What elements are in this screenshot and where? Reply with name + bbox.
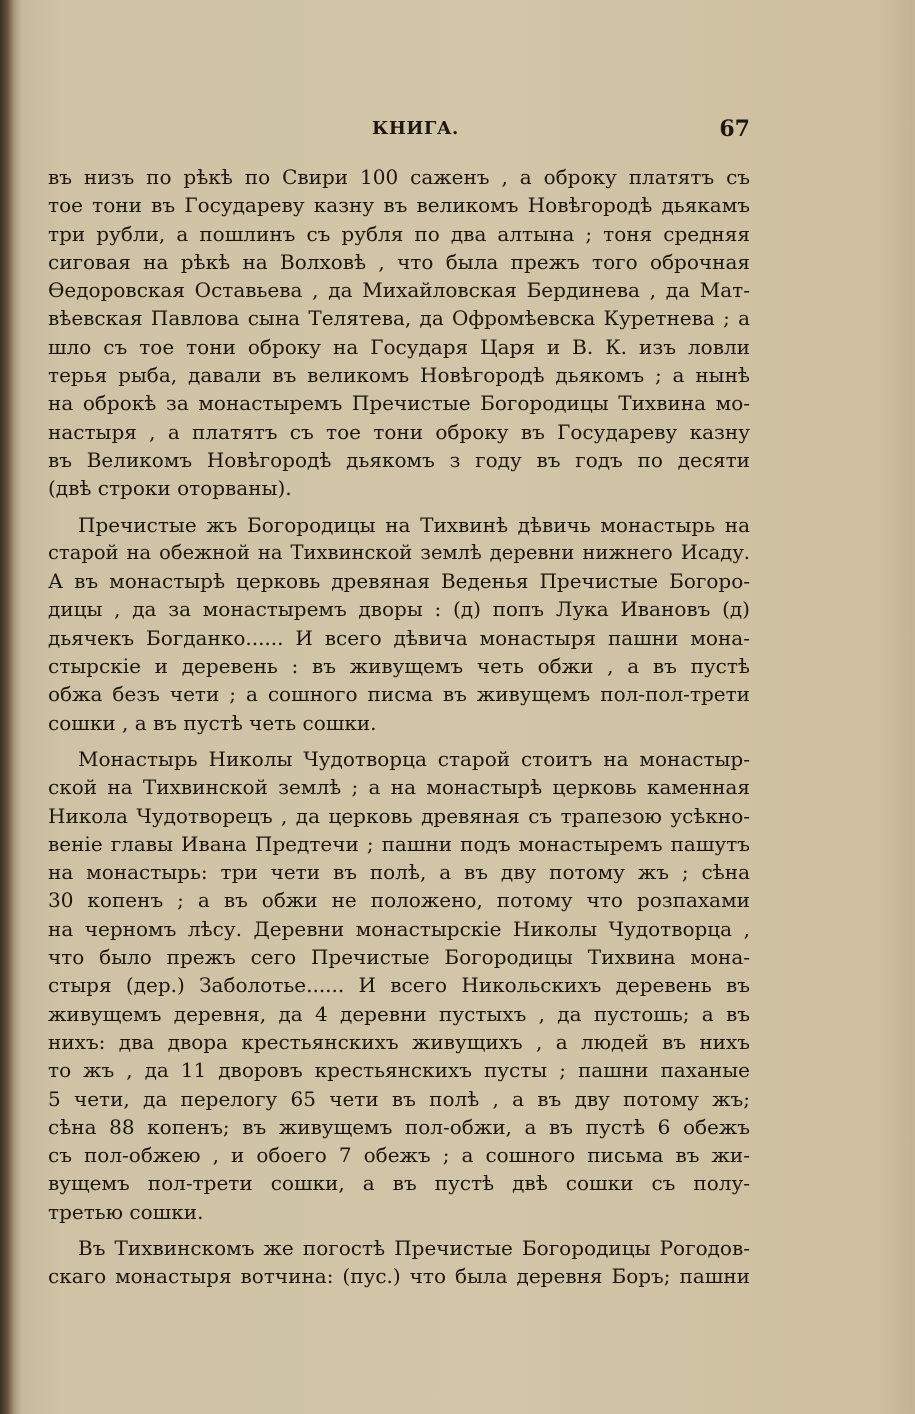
text-line: на оброкѣ за монастыремъ Пречистые Богородицы Тихвина мо-	[48, 391, 750, 416]
text-line: то жъ , да 11 дворовъ крестьянскихъ пусты ; пашни паханые	[48, 1058, 750, 1083]
text-line: съ пол-обжею , и обоего 7 обежъ ; а сошного письма въ жи-	[48, 1143, 750, 1168]
paragraph	[48, 511, 750, 737]
text-line: тое тони въ Государеву казну въ великомъ Новѣгородѣ дьякамъ	[48, 193, 750, 218]
text-line: сиговая на рѣкѣ на Волховѣ , что была прежъ того оброчная	[48, 249, 750, 274]
text-line: на черномъ лѣсу. Деревни монастырскіе Николы Чудотворца ,	[48, 916, 750, 941]
text-line: Пречистые жъ Богородицы на Тихвинѣ дѣвичь монастырь на	[78, 512, 750, 537]
text-line: Въ Тихвинскомъ же погостѣ Пречистые Богородицы Рогодов-	[78, 1235, 750, 1260]
text-line: три рубли, а пошлинъ съ рубля по два алтына ; тоня средняя	[48, 221, 750, 246]
text-line: на монастырь: три чети въ полѣ, а въ дву потому жъ ; сѣна	[48, 860, 750, 885]
text-line: стырскіе и деревень : въ живущемъ четь обжи , а въ пустѣ	[48, 654, 750, 679]
page-number: 67	[719, 116, 750, 142]
text-line: сѣна 88 копенъ; въ живущемъ пол-обжи, а въ пустѣ 6 обежъ	[48, 1114, 750, 1139]
text-line: дьячекъ Богданко...... И всего дѣвича монастыря пашни мона-	[48, 625, 750, 650]
paragraph	[48, 745, 750, 1226]
text-line: вѣевская Павлова сына Телятева, да Офромѣевска Куретнева ; а	[48, 306, 750, 331]
text-line: нихъ: два двора крестьянскихъ живущихъ , а людей въ нихъ	[48, 1029, 750, 1054]
running-title: КНИГА.	[372, 118, 459, 139]
text-line: А въ монастырѣ церковь древяная Веденья Пречистые Богоро-	[48, 569, 750, 594]
text-line: (двѣ строки оторваны).	[48, 476, 292, 501]
text-line: живущемъ деревня, да 4 деревни пустыхъ , да пустошь; а въ	[48, 1001, 750, 1026]
text-line: въ Великомъ Новѣгородѣ дьякомъ з году въ годъ по десяти	[48, 447, 750, 472]
text-line: стыря (дер.) Заболотье...... И всего Никольскихъ деревень въ	[48, 973, 750, 998]
text-line: въ низъ по рѣкѣ по Свири 100 саженъ , а оброку платятъ съ	[48, 165, 750, 189]
text-line: вущемъ пол-трети сошки, а въ пустѣ двѣ сошки съ полу-	[48, 1171, 750, 1196]
text-line: что было прежъ сего Пречистые Богородицы Тихвина мона-	[48, 945, 750, 970]
body-text	[48, 163, 750, 1291]
paragraph	[48, 1234, 750, 1291]
text-line: дицы , да за монастыремъ дворы : (д) попъ Лука Ивановъ (д)	[48, 597, 750, 622]
text-line: 5 чети, да перелогу 65 чети въ полѣ , а въ дву потому жъ;	[48, 1086, 750, 1111]
paragraph	[48, 163, 750, 503]
text-line: Ѳедоровская Оставьева , да Михайловская Бердинева , да Мат-	[48, 278, 750, 303]
text-line: терья рыба, давали въ великомъ Новѣгородѣ дьякомъ ; а нынѣ	[48, 363, 750, 388]
text-line: настыря , а платятъ съ тое тони оброку въ Государеву казну	[48, 419, 750, 444]
text-line: Никола Чудотворецъ , да церковь древяная съ трапезою усѣкно-	[48, 803, 750, 828]
text-line: 30 копенъ ; а въ обжи не положено, потому что розпахами	[48, 888, 750, 913]
text-line: сошки , а въ пустѣ четь сошки.	[48, 710, 377, 735]
page-header	[48, 116, 750, 148]
text-line: обжа безъ чети ; а сошного писма въ живущемъ пол-пол-трети	[48, 682, 750, 707]
text-line: третью сошки.	[48, 1199, 204, 1224]
text-line: шло съ тое тони оброку на Государя Царя и В. К. изъ ловли	[48, 334, 750, 359]
text-line: веніе главы Ивана Предтечи ; пашни подъ монастыремъ пашутъ	[48, 831, 750, 856]
text-line: старой на обежной на Тихвинской землѣ деревни нижнего Исаду.	[48, 540, 750, 564]
text-line: скаго монастыря вотчина: (пус.) что была деревня Боръ; пашни	[48, 1264, 750, 1289]
text-line: Монастырь Николы Чудотворца старой стоитъ на монастыр-	[78, 746, 750, 771]
text-line: ской на Тихвинской землѣ ; а на монастырѣ церковь каменная	[48, 775, 750, 800]
